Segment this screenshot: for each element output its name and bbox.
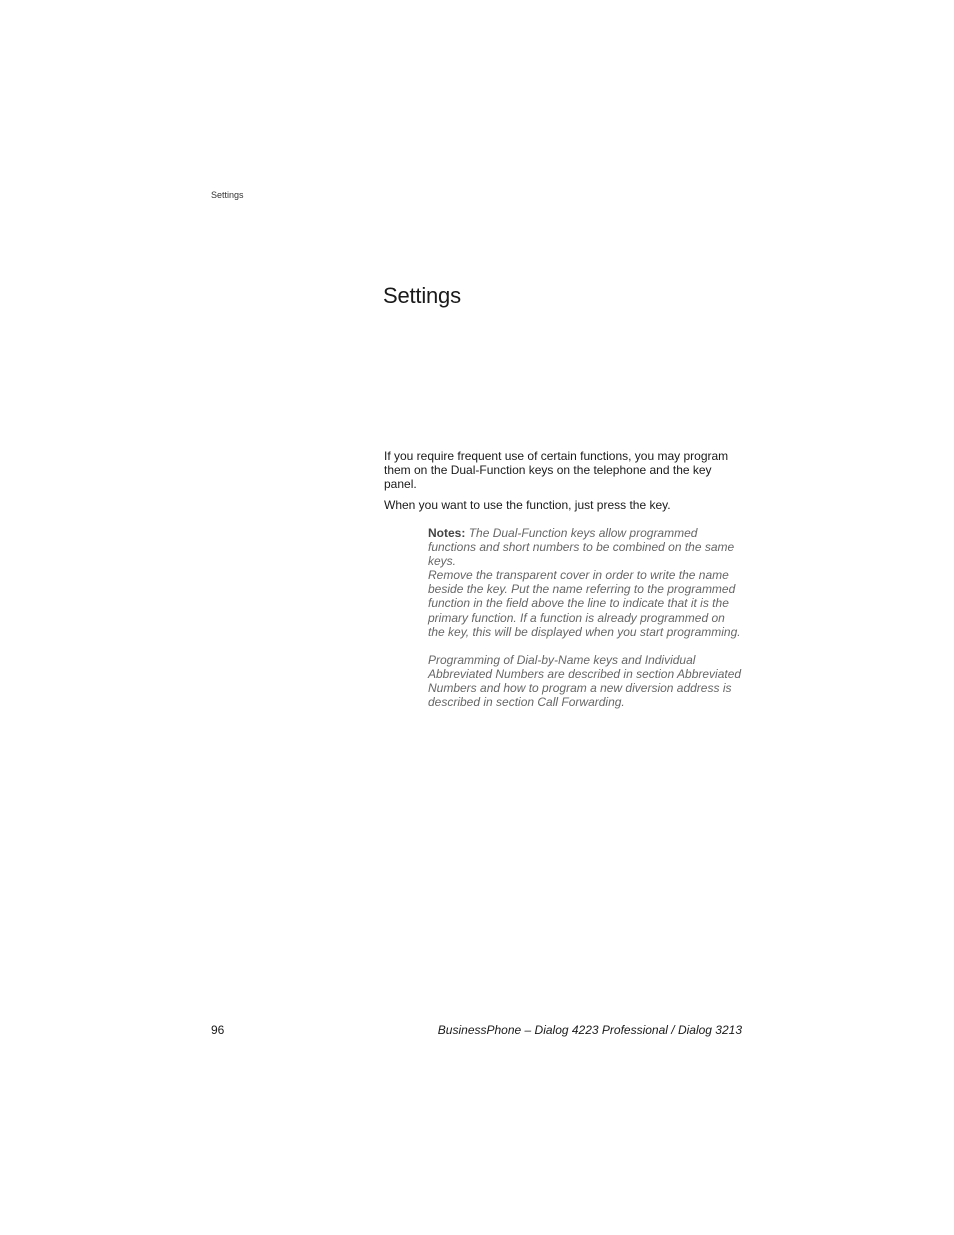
notes-text-1: The Dual-Function keys allow programmed functions and short numbers to be combined on the same keys.	[428, 526, 735, 569]
page-number: 96	[211, 1023, 225, 1037]
page-title: Settings	[383, 283, 461, 308]
intro-paragraph: If you require frequent use of certain functions, you may program them on the Dual-Function keys on the telephone and the key panel.	[384, 449, 729, 491]
notes-line-1	[428, 526, 744, 568]
running-header: Settings	[211, 190, 244, 200]
notes-line-2: Remove the transparent cover in order to write the name beside the key. Put the name referring to the programmed function in the field above the line to indicate that it is the primary function. If a function is already programmed on the key, this will be displayed when you start programming.	[428, 568, 741, 639]
notes-label: Notes:	[428, 526, 466, 540]
notes-spacer	[428, 639, 744, 653]
notes-block	[428, 526, 744, 709]
usage-paragraph: When you want to use the function, just press the key.	[384, 498, 671, 512]
notes-line-3: Programming of Dial-by-Name keys and Individual Abbreviated Numbers are described in section Abbreviated Numbers and how to program a new diversion address is described in section Call Forwarding.	[428, 652, 742, 710]
document-title: BusinessPhone – Dialog 4223 Professional / Dialog 3213	[437, 1023, 742, 1037]
